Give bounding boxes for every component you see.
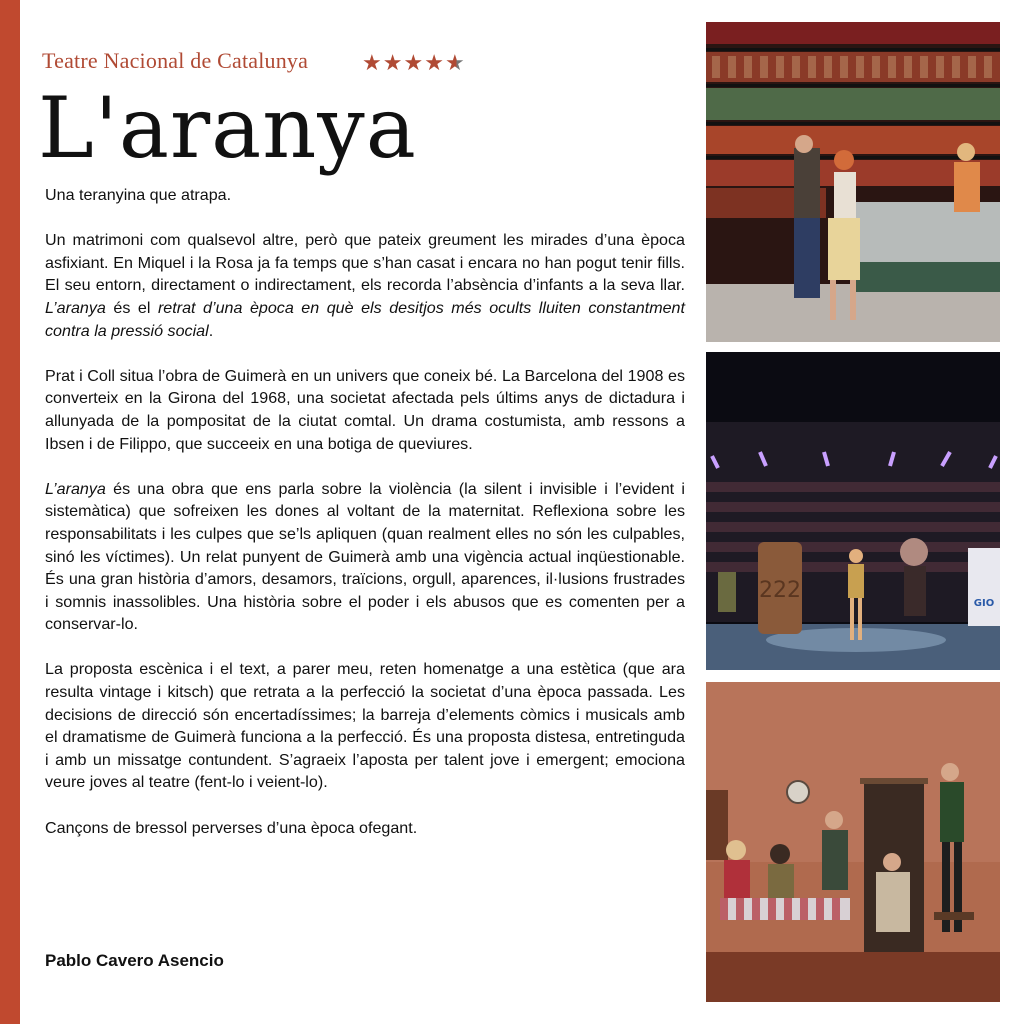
family-dinner-scene-photo <box>706 682 1000 1002</box>
synopsis-text: . <box>208 321 214 340</box>
play-title-italic: L’aranya <box>45 479 106 498</box>
synopsis-italic: retrat d’una època en què els desitjos més ocults lluiten constantment contra la pressió social <box>45 298 685 340</box>
paragraph-synopsis <box>45 229 685 342</box>
star-icon: ★ <box>424 50 445 75</box>
rating-stars <box>362 50 466 76</box>
paragraph-themes <box>45 478 685 636</box>
grocery-shop-scene-photo <box>706 22 1000 342</box>
tagline: Una teranyina que atrapa. <box>45 186 232 204</box>
synopsis-text: és el <box>105 298 158 317</box>
synopsis-text: Un matrimoni com qualsevol altre, però que pateix greument les mirades d’una època asfixiant. En Miquel i la Rosa ja fa temps que s’han casat i encara no han pogut tenir fills. El seu entorn, directament o indirectament, els recorda l’absència d’infants a la seva llar. <box>45 231 685 295</box>
play-title-italic: L’aranya <box>45 298 106 317</box>
star-icon: ★ <box>403 50 425 75</box>
review-body <box>45 184 685 862</box>
paragraph-setting: Prat i Coll situa l’obra de Guimerà en un univers que coneix bé. La Barcelona del 1908 es converteix en la Girona del 1968, una societat afectada pels últims anys de dictadura i allunyada de la pompositat de la ciutat comtal. Un drama costumista, amb ressons a Ibsen i de Filippo, que succeeix en una botiga de queviures. <box>45 366 685 453</box>
svg-text:GIO: GIO <box>973 598 995 609</box>
half-star-icon: ★ <box>444 50 466 75</box>
paragraph-staging: La proposta escènica i el text, a parer meu, reten homenatge a una estètica (que ara resulta vintage i kitsch) que retrata a la perfecció la societat d’una època passada. Les decisions de direcció són encertadíssimes; la barreja d’elements còmics i musicals amb el dramatisme de Guimerà funciona a la perfecció. És una proposta distesa, entretinguda i amb un missatge contundent. S’agraeix l’aposta per talent jove i emergent; emociona veure joves al teatre (fent-lo i veient-lo). <box>45 660 685 792</box>
svg-text:222: 222 <box>759 578 801 603</box>
closing-line: Cançons de bressol perverses d’una època ofegant. <box>45 818 418 837</box>
musical-number-scene-photo <box>706 352 1000 670</box>
accent-side-bar <box>0 0 20 1024</box>
venue-name: Teatre Nacional de Catalunya <box>42 48 309 73</box>
star-icon: ★ <box>382 50 404 75</box>
review-title: L'aranya <box>38 79 417 177</box>
author-name: Pablo Cavero Asencio <box>45 951 224 970</box>
star-icon: ★ <box>362 50 383 75</box>
themes-text: és una obra que ens parla sobre la violència (la silent i invisible i l’evident i sistemàtica) que sofreixen les dones al voltant de la maternitat. Reflexiona sobre les responsabilitats i les culpes que se’ls apliquen (quan realment elles no són les culpables, sinó les víctimes). Un relat punyent de Guimerà amb una vigència actual inqüestionable. És una gran història d’amors, desamors, traïcions, orgull, aparences, il·lusions frustrades i somnis inassolibles. Una història sobre el poder i els abusos que es comenten per a conservar-lo. <box>45 479 685 634</box>
